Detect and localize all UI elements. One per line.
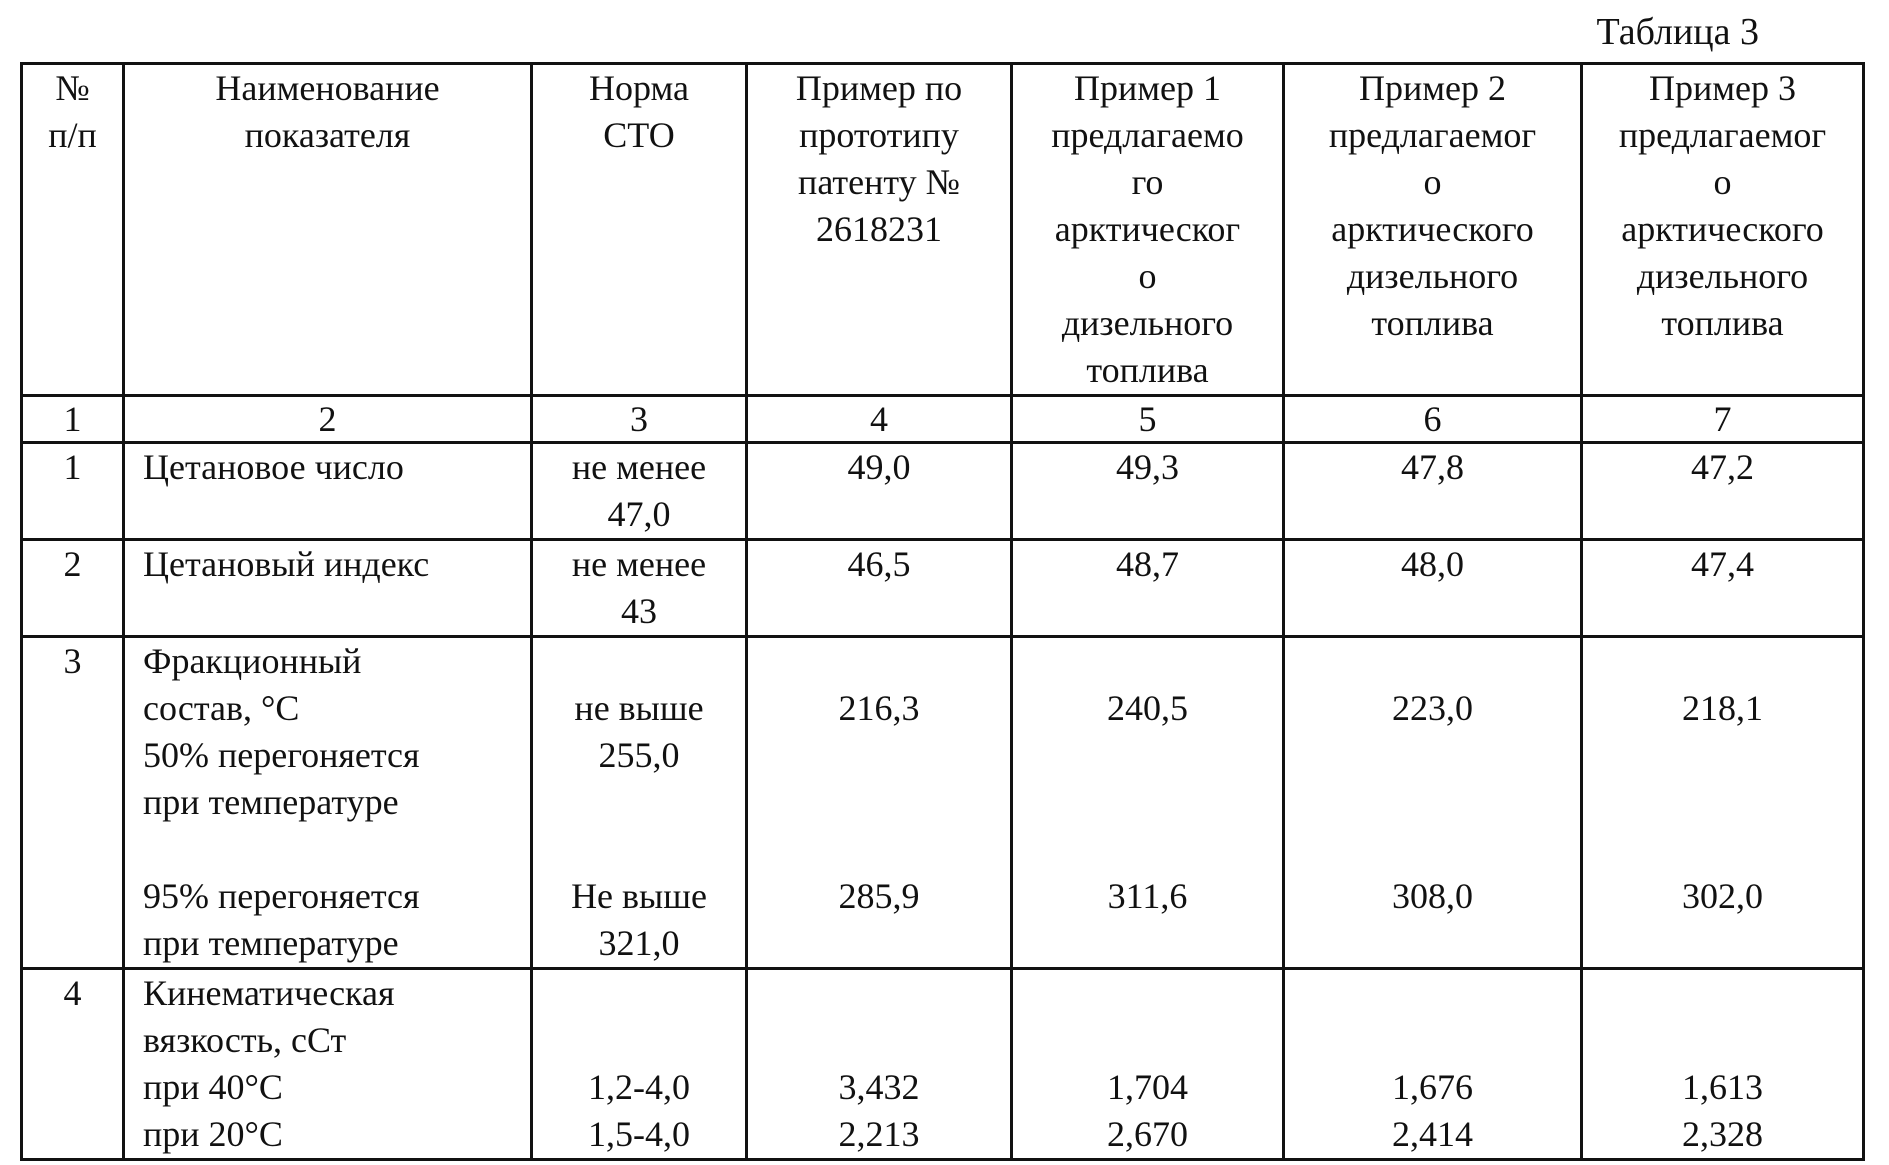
column-number: 6 bbox=[1284, 396, 1582, 443]
header-cell-example-2: Пример 2 предлагаемог о арктического дизельного топлива bbox=[1284, 64, 1582, 396]
value-cell: 49,3 bbox=[1012, 443, 1284, 540]
value-cell: 47,2 bbox=[1582, 443, 1864, 540]
header-cell-norm: Норма СТО bbox=[532, 64, 747, 396]
table-row bbox=[22, 637, 1864, 969]
column-number: 5 bbox=[1012, 396, 1284, 443]
indicator-name: Кинематическая вязкость, сСт при 40°С при 20°С bbox=[124, 969, 532, 1160]
value-cell: 218,1 302,0 bbox=[1582, 637, 1864, 969]
row-number: 1 bbox=[22, 443, 124, 540]
value-cell: 47,4 bbox=[1582, 540, 1864, 637]
column-number: 7 bbox=[1582, 396, 1864, 443]
header-cell-prototype: Пример по прототипу патенту № 2618231 bbox=[747, 64, 1012, 396]
column-number: 1 bbox=[22, 396, 124, 443]
table-row bbox=[22, 540, 1864, 637]
value-cell: 48,0 bbox=[1284, 540, 1582, 637]
value-cell: 47,8 bbox=[1284, 443, 1582, 540]
table-header-row bbox=[22, 64, 1864, 396]
table-caption: Таблица 3 bbox=[1596, 11, 1759, 53]
column-number-row bbox=[22, 396, 1864, 443]
indicator-name: Цетановое число bbox=[124, 443, 532, 540]
value-cell: 1,676 2,414 bbox=[1284, 969, 1582, 1160]
value-cell: 216,3 285,9 bbox=[747, 637, 1012, 969]
norm-cell: не менее 43 bbox=[532, 540, 747, 637]
norm-cell: не менее 47,0 bbox=[532, 443, 747, 540]
indicator-name: Цетановый индекс bbox=[124, 540, 532, 637]
table-row bbox=[22, 969, 1864, 1160]
value-cell: 48,7 bbox=[1012, 540, 1284, 637]
indicator-name: Фракционный состав, °С 50% перегоняется при температуре 95% перегоняется при температуре bbox=[124, 637, 532, 969]
value-cell: 46,5 bbox=[747, 540, 1012, 637]
header-cell-example-3: Пример 3 предлагаемог о арктического дизельного топлива bbox=[1582, 64, 1864, 396]
value-cell: 240,5 311,6 bbox=[1012, 637, 1284, 969]
value-cell: 1,704 2,670 bbox=[1012, 969, 1284, 1160]
header-cell-number: № п/п bbox=[22, 64, 124, 396]
data-table bbox=[20, 62, 1865, 1161]
norm-cell: не выше 255,0 Не выше 321,0 bbox=[532, 637, 747, 969]
table-row bbox=[22, 443, 1864, 540]
value-cell: 49,0 bbox=[747, 443, 1012, 540]
value-cell: 1,613 2,328 bbox=[1582, 969, 1864, 1160]
row-number: 3 bbox=[22, 637, 124, 969]
value-cell: 223,0 308,0 bbox=[1284, 637, 1582, 969]
column-number: 4 bbox=[747, 396, 1012, 443]
row-number: 4 bbox=[22, 969, 124, 1160]
column-number: 3 bbox=[532, 396, 747, 443]
header-cell-indicator-name: Наименование показателя bbox=[124, 64, 532, 396]
value-cell: 3,432 2,213 bbox=[747, 969, 1012, 1160]
row-number: 2 bbox=[22, 540, 124, 637]
norm-cell: 1,2-4,0 1,5-4,0 bbox=[532, 969, 747, 1160]
column-number: 2 bbox=[124, 396, 532, 443]
header-cell-example-1: Пример 1 предлагаемо го арктическог о дизельного топлива bbox=[1012, 64, 1284, 396]
